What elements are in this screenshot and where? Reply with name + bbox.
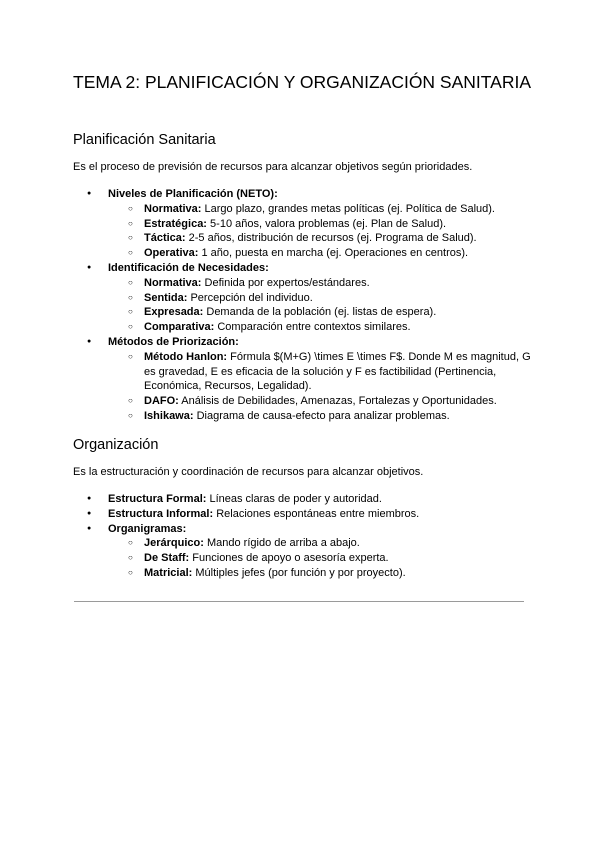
sublist-item <box>108 551 533 566</box>
sublist-item-term: Operativa: <box>144 247 199 260</box>
sublist-item-text: Diagrama de causa-efecto para analizar problemas. <box>193 409 450 422</box>
list-item <box>73 507 533 522</box>
sublist-item <box>108 536 533 551</box>
sublist-item <box>108 305 533 320</box>
list-item-text: Relaciones espontáneas entre miembros. <box>213 507 420 520</box>
list-item-label: Niveles de Planificación (NETO): <box>108 188 278 200</box>
sublist-item-text: Comparación entre contextos similares. <box>214 321 411 334</box>
sublist-item-term: Método Hanlon: <box>144 350 228 363</box>
sublist-item-term: Expresada: <box>144 306 204 319</box>
sublist-item <box>108 276 533 291</box>
sublist-item <box>108 231 533 246</box>
sublist-item <box>108 394 533 409</box>
sublist-item-text: Funciones de apoyo o asesoría experta. <box>189 552 389 565</box>
sublist-item-term: Comparativa: <box>144 321 215 334</box>
list-item-text: Líneas claras de poder y autoridad. <box>206 493 382 505</box>
sublist-item-term: DAFO: <box>144 395 179 408</box>
section-intro-planificacion: Es el proceso de previsión de recursos para alcanzar objetivos según prioridades. <box>73 161 473 173</box>
sublist-item <box>108 320 533 335</box>
list-item <box>73 261 533 335</box>
sublist-item-term: Matricial: <box>144 566 193 579</box>
list-item-label: Métodos de Priorización: <box>108 335 239 348</box>
list-item <box>73 492 533 507</box>
sublist-item-text: Definida por expertos/estándares. <box>201 276 370 289</box>
page-title: TEMA 2: PLANIFICACIÓN Y ORGANIZACIÓN SANITARIA <box>73 72 532 92</box>
sublist-item <box>108 409 533 424</box>
sublist-item <box>108 291 533 306</box>
sublist-item-text: Demanda de la población (ej. listas de espera). <box>203 306 437 319</box>
list-item <box>73 335 533 424</box>
section-heading-organizacion: Organización <box>73 437 159 453</box>
list-item-label: Estructura Formal: <box>108 493 207 505</box>
sublist <box>108 350 533 424</box>
section-heading-planificacion: Planificación Sanitaria <box>73 132 216 148</box>
sublist <box>108 536 533 580</box>
list-item <box>73 187 533 261</box>
sublist-item-text: Análisis de Debilidades, Amenazas, Fortalezas y Oportunidades. <box>178 395 497 408</box>
sublist-item-text: Mando rígido de arriba a abajo. <box>203 537 360 550</box>
sublist-item-text: 5-10 años, valora problemas (ej. Plan de Salud). <box>206 217 447 230</box>
organizacion-list <box>73 492 533 581</box>
sublist-item-text: 2-5 años, distribución de recursos (ej. Programa de Salud). <box>185 232 477 245</box>
sublist-item-term: Sentida: <box>144 291 188 304</box>
list-item <box>73 522 533 581</box>
list-item-label: Estructura Informal: <box>108 507 214 520</box>
section-intro-organizacion: Es la estructuración y coordinación de recursos para alcanzar objetivos. <box>73 466 424 478</box>
sublist-item-term: Ishikawa: <box>144 409 194 422</box>
sublist-item <box>108 202 533 217</box>
sublist-item-text: Múltiples jefes (por función y por proyecto). <box>192 566 406 579</box>
horizontal-divider <box>74 601 524 602</box>
sublist-item-term: Normativa: <box>144 276 202 289</box>
sublist-item-term: Jerárquico: <box>144 537 204 550</box>
sublist-item <box>108 217 533 232</box>
planificacion-list <box>73 187 533 424</box>
sublist-item <box>108 350 533 394</box>
sublist-item-text: 1 año, puesta en marcha (ej. Operaciones en centros). <box>198 247 469 260</box>
sublist <box>108 202 533 261</box>
sublist-item-term: De Staff: <box>144 552 190 565</box>
sublist-item-text: Percepción del individuo. <box>187 291 313 304</box>
list-item-label: Identificación de Necesidades: <box>108 261 269 274</box>
sublist-item-term: Normativa: <box>144 202 202 215</box>
sublist <box>108 276 533 335</box>
sublist-item <box>108 246 533 261</box>
sublist-item-text: Largo plazo, grandes metas políticas (ej. Política de Salud). <box>201 202 495 215</box>
sublist-item-term: Estratégica: <box>144 217 207 230</box>
list-item-label: Organigramas: <box>108 522 187 535</box>
sublist-item-text: Fórmula $(M+G) \times E \times F$. Donde M es magnitud, G es gravedad, E es eficacia de la solución y F es factibilidad (Pertinencia, Económica, Recursos, Legalidad). <box>144 350 531 393</box>
sublist-item <box>108 566 533 581</box>
sublist-item-term: Táctica: <box>144 232 186 245</box>
